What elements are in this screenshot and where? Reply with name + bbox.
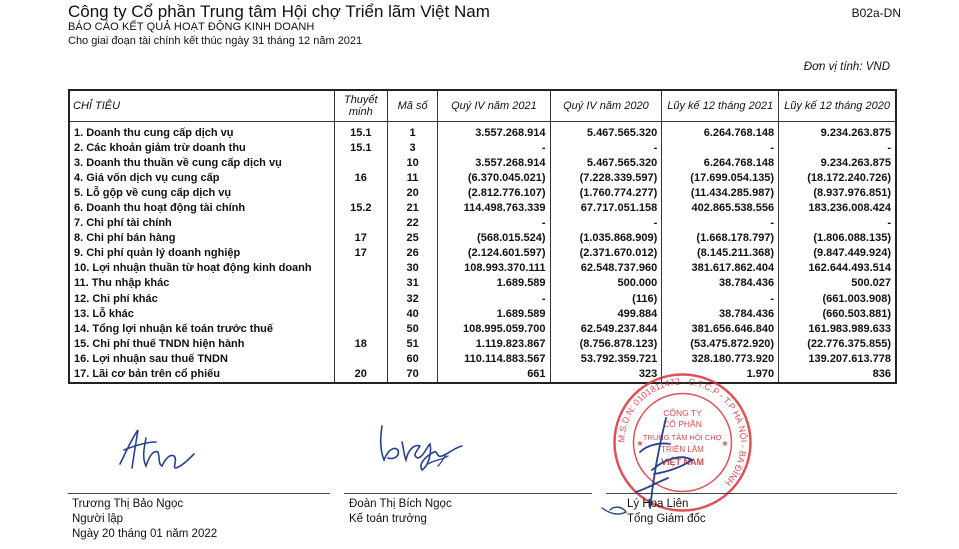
company-name: Công ty Cổ phần Trung tâm Hội chợ Triển lãm Việt Nam	[68, 2, 490, 21]
table-row	[69, 246, 896, 261]
cell-ytd-2020: (660.503.881)	[779, 306, 896, 321]
cell-q4-2020: 323	[550, 367, 662, 383]
cell-item: 4. Giá vốn dịch vụ cung cấp	[69, 170, 334, 185]
director-block	[627, 497, 706, 527]
cell-note: 18	[334, 336, 387, 351]
col-header-q4-2021: Quý IV năm 2021	[438, 90, 550, 122]
accountant-name: Đoàn Thị Bích Ngọc	[349, 498, 452, 510]
cell-item: 14. Tổng lợi nhuận kế toán trước thuế	[69, 321, 334, 336]
cell-q4-2021: 3.557.268.914	[438, 155, 550, 170]
director-role: Tổng Giám đốc	[627, 513, 706, 525]
stamp-star-right-icon: ★	[721, 439, 729, 448]
director-signature-line	[606, 493, 897, 494]
cell-note	[334, 291, 387, 306]
cell-q4-2020: (7.228.339.597)	[550, 170, 662, 185]
cell-q4-2021: -	[438, 291, 550, 306]
cell-q4-2021: 3.557.268.914	[438, 122, 550, 141]
cell-note: 17	[334, 246, 387, 261]
cell-q4-2020: (1.760.774.277)	[550, 185, 662, 200]
accountant-role: Kế toán trưởng	[349, 513, 427, 525]
preparer-name: Trương Thị Bảo Ngọc	[72, 498, 184, 510]
stamp-line3: TRUNG TÂM HỘI CHỢ	[642, 433, 723, 442]
table-row	[69, 155, 896, 170]
stamp-line4: TRIỂN LÃM	[661, 445, 704, 454]
cell-item: 16. Lợi nhuận sau thuế TNDN	[69, 351, 334, 366]
accountant-signature-line	[344, 493, 592, 494]
cell-ytd-2020: 836	[779, 367, 896, 383]
col-header-ytd-2020: Lũy kế 12 tháng 2020	[779, 90, 896, 122]
cell-note	[334, 185, 387, 200]
stamp-line1: CÔNG TY	[663, 408, 702, 418]
cell-note	[334, 321, 387, 336]
cell-q4-2021: 661	[438, 367, 550, 383]
cell-note: 17	[334, 231, 387, 246]
table-row	[69, 351, 896, 366]
cell-q4-2021: 1.119.823.867	[438, 336, 550, 351]
table-row	[69, 170, 896, 185]
cell-code: 25	[387, 231, 437, 246]
table-row	[69, 321, 896, 336]
cell-ytd-2021: 402.865.538.556	[662, 200, 779, 215]
cell-q4-2020: 500.000	[550, 276, 662, 291]
table-row	[69, 185, 896, 200]
form-code: B02a-DN	[851, 6, 901, 20]
cell-code: 21	[387, 200, 437, 215]
cell-q4-2020: 53.792.359.721	[550, 351, 662, 366]
cell-q4-2021: 1.689.589	[438, 306, 550, 321]
cell-note	[334, 261, 387, 276]
cell-item: 12. Chi phí khác	[69, 291, 334, 306]
cell-q4-2021: 110.114.883.567	[438, 351, 550, 366]
preparer-role: Người lập	[72, 513, 124, 525]
accountant-block	[349, 497, 452, 527]
cell-q4-2021: -	[438, 140, 550, 155]
col-header-item: CHỈ TIÊU	[69, 90, 334, 122]
cell-ytd-2021: 1.970	[662, 367, 779, 383]
cell-note	[334, 276, 387, 291]
cell-ytd-2020: (22.776.375.855)	[779, 336, 896, 351]
cell-code: 20	[387, 185, 437, 200]
cell-code: 1	[387, 122, 437, 141]
cell-item: 17. Lãi cơ bản trên cổ phiếu	[69, 367, 334, 383]
cell-code: 30	[387, 261, 437, 276]
table-row	[69, 276, 896, 291]
cell-ytd-2020: 183.236.008.424	[779, 200, 896, 215]
cell-q4-2021: -	[438, 216, 550, 231]
table-row	[69, 231, 896, 246]
table-row	[69, 140, 896, 155]
cell-code: 22	[387, 216, 437, 231]
cell-ytd-2020: (1.806.088.135)	[779, 231, 896, 246]
cell-ytd-2021: 381.617.862.404	[662, 261, 779, 276]
cell-item: 8. Chi phí bán hàng	[69, 231, 334, 246]
table-row	[69, 200, 896, 215]
col-header-note-line2: minh	[348, 106, 373, 118]
cell-ytd-2020: 162.644.493.514	[779, 261, 896, 276]
cell-ytd-2021: 381.656.646.840	[662, 321, 779, 336]
preparer-block	[72, 497, 217, 542]
cell-code: 31	[387, 276, 437, 291]
table-row	[69, 122, 896, 141]
cell-code: 60	[387, 351, 437, 366]
cell-code: 10	[387, 155, 437, 170]
cell-q4-2020: 5.467.565.320	[550, 122, 662, 141]
cell-ytd-2020: 500.027	[779, 276, 896, 291]
table-row	[69, 261, 896, 276]
cell-ytd-2020: (8.937.976.851)	[779, 185, 896, 200]
cell-ytd-2021: 328.180.773.920	[662, 351, 779, 366]
cell-item: 5. Lỗ gộp về cung cấp dịch vụ	[69, 185, 334, 200]
cell-ytd-2021: -	[662, 140, 779, 155]
cell-q4-2020: (1.035.868.909)	[550, 231, 662, 246]
table-row	[69, 336, 896, 351]
cell-q4-2020: 62.548.737.960	[550, 261, 662, 276]
cell-note: 15.1	[334, 140, 387, 155]
income-statement-table	[68, 89, 897, 384]
preparer-signature-line	[68, 493, 330, 494]
cell-q4-2020: -	[550, 140, 662, 155]
cell-note: 15.2	[334, 200, 387, 215]
cell-note	[334, 306, 387, 321]
cell-q4-2021: 114.498.763.339	[438, 200, 550, 215]
stamp-ring-text: M.S.D.N: 0101811472 - C.T.C.P - T.P HÀ NỘI - BA ĐÌNH	[616, 376, 749, 488]
cell-item: 1. Doanh thu cung cấp dịch vụ	[69, 122, 334, 141]
cell-q4-2021: (568.015.524)	[438, 231, 550, 246]
col-header-code: Mã số	[387, 90, 437, 122]
cell-item: 6. Doanh thu hoạt động tài chính	[69, 200, 334, 215]
table-row	[69, 306, 896, 321]
cell-code: 26	[387, 246, 437, 261]
cell-q4-2021: (2.812.776.107)	[438, 185, 550, 200]
cell-q4-2020: -	[550, 216, 662, 231]
cell-ytd-2020: (9.847.449.924)	[779, 246, 896, 261]
cell-item: 3. Doanh thu thuần về cung cấp dịch vụ	[69, 155, 334, 170]
cell-ytd-2020: (18.172.240.726)	[779, 170, 896, 185]
cell-item: 10. Lợi nhuận thuần từ hoạt động kinh doanh	[69, 261, 334, 276]
cell-q4-2020: (116)	[550, 291, 662, 306]
cell-ytd-2021: (17.699.054.135)	[662, 170, 779, 185]
table-row	[69, 216, 896, 231]
cell-code: 51	[387, 336, 437, 351]
preparer-date: Ngày 20 tháng 01 năm 2022	[72, 528, 218, 540]
cell-item: 13. Lỗ khác	[69, 306, 334, 321]
cell-code: 3	[387, 140, 437, 155]
cell-q4-2020: (2.371.670.012)	[550, 246, 662, 261]
cell-ytd-2021: 38.784.436	[662, 306, 779, 321]
table-row	[69, 291, 896, 306]
stamp-line5: VIỆT NAM	[660, 457, 705, 467]
cell-q4-2021: (6.370.045.021)	[438, 170, 550, 185]
cell-item: 9. Chi phí quản lý doanh nghiệp	[69, 246, 334, 261]
accountant-signature	[372, 420, 472, 475]
col-header-note-line1: Thuyết	[343, 94, 378, 106]
cell-q4-2020: 67.717.051.158	[550, 200, 662, 215]
cell-note: 16	[334, 170, 387, 185]
stamp-star-left-icon: ★	[636, 439, 644, 448]
cell-q4-2020: 5.467.565.320	[550, 155, 662, 170]
cell-ytd-2021: -	[662, 216, 779, 231]
cell-q4-2021: 108.995.059.700	[438, 321, 550, 336]
cell-item: 7. Chi phí tài chính	[69, 216, 334, 231]
cell-note: 20	[334, 367, 387, 383]
cell-code: 70	[387, 367, 437, 383]
cell-ytd-2021: 6.264.768.148	[662, 155, 779, 170]
cell-ytd-2021: (11.434.285.987)	[662, 185, 779, 200]
cell-ytd-2021: (8.145.211.368)	[662, 246, 779, 261]
cell-item: 11. Thu nhập khác	[69, 276, 334, 291]
cell-ytd-2021: 38.784.436	[662, 276, 779, 291]
director-name: Lý Hoa Liên	[627, 498, 689, 510]
cell-note	[334, 351, 387, 366]
col-header-ytd-2021: Lũy kế 12 tháng 2021	[662, 90, 779, 122]
preparer-signature	[112, 424, 202, 474]
cell-ytd-2020: (661.003.908)	[779, 291, 896, 306]
cell-note	[334, 216, 387, 231]
table-row	[69, 367, 896, 383]
cell-ytd-2020: 9.234.263.875	[779, 122, 896, 141]
cell-ytd-2020: 161.983.989.633	[779, 321, 896, 336]
cell-ytd-2020: 9.234.263.875	[779, 155, 896, 170]
cell-code: 11	[387, 170, 437, 185]
cell-note	[334, 155, 387, 170]
cell-q4-2021: 108.993.370.111	[438, 261, 550, 276]
cell-code: 32	[387, 291, 437, 306]
cell-ytd-2020: -	[779, 140, 896, 155]
cell-ytd-2020: 139.207.613.778	[779, 351, 896, 366]
report-title: BÁO CÁO KẾT QUẢ HOẠT ĐỘNG KINH DOANH	[68, 21, 315, 33]
cell-code: 40	[387, 306, 437, 321]
cell-ytd-2020: -	[779, 216, 896, 231]
cell-note: 15.1	[334, 122, 387, 141]
table-header-row	[69, 90, 896, 122]
cell-ytd-2021: 6.264.768.148	[662, 122, 779, 141]
cell-ytd-2021: (1.668.178.797)	[662, 231, 779, 246]
report-period: Cho giai đoạn tài chính kết thúc ngày 31 tháng 12 năm 2021	[68, 35, 363, 47]
col-header-q4-2020: Quý IV năm 2020	[550, 90, 662, 122]
cell-item: 2. Các khoản giảm trừ doanh thu	[69, 140, 334, 155]
cell-code: 50	[387, 321, 437, 336]
currency-unit: Đơn vị tính: VND	[803, 61, 890, 73]
cell-ytd-2021: (53.475.872.920)	[662, 336, 779, 351]
cell-q4-2021: 1.689.589	[438, 276, 550, 291]
stamp-line2: CỔ PHẦN	[663, 419, 702, 429]
cell-q4-2021: (2.124.601.597)	[438, 246, 550, 261]
cell-ytd-2021: -	[662, 291, 779, 306]
cell-q4-2020: 62.549.237.844	[550, 321, 662, 336]
cell-q4-2020: (8.756.878.123)	[550, 336, 662, 351]
cell-q4-2020: 499.884	[550, 306, 662, 321]
col-header-note	[334, 90, 387, 122]
cell-item: 15. Chi phí thuế TNDN hiện hành	[69, 336, 334, 351]
